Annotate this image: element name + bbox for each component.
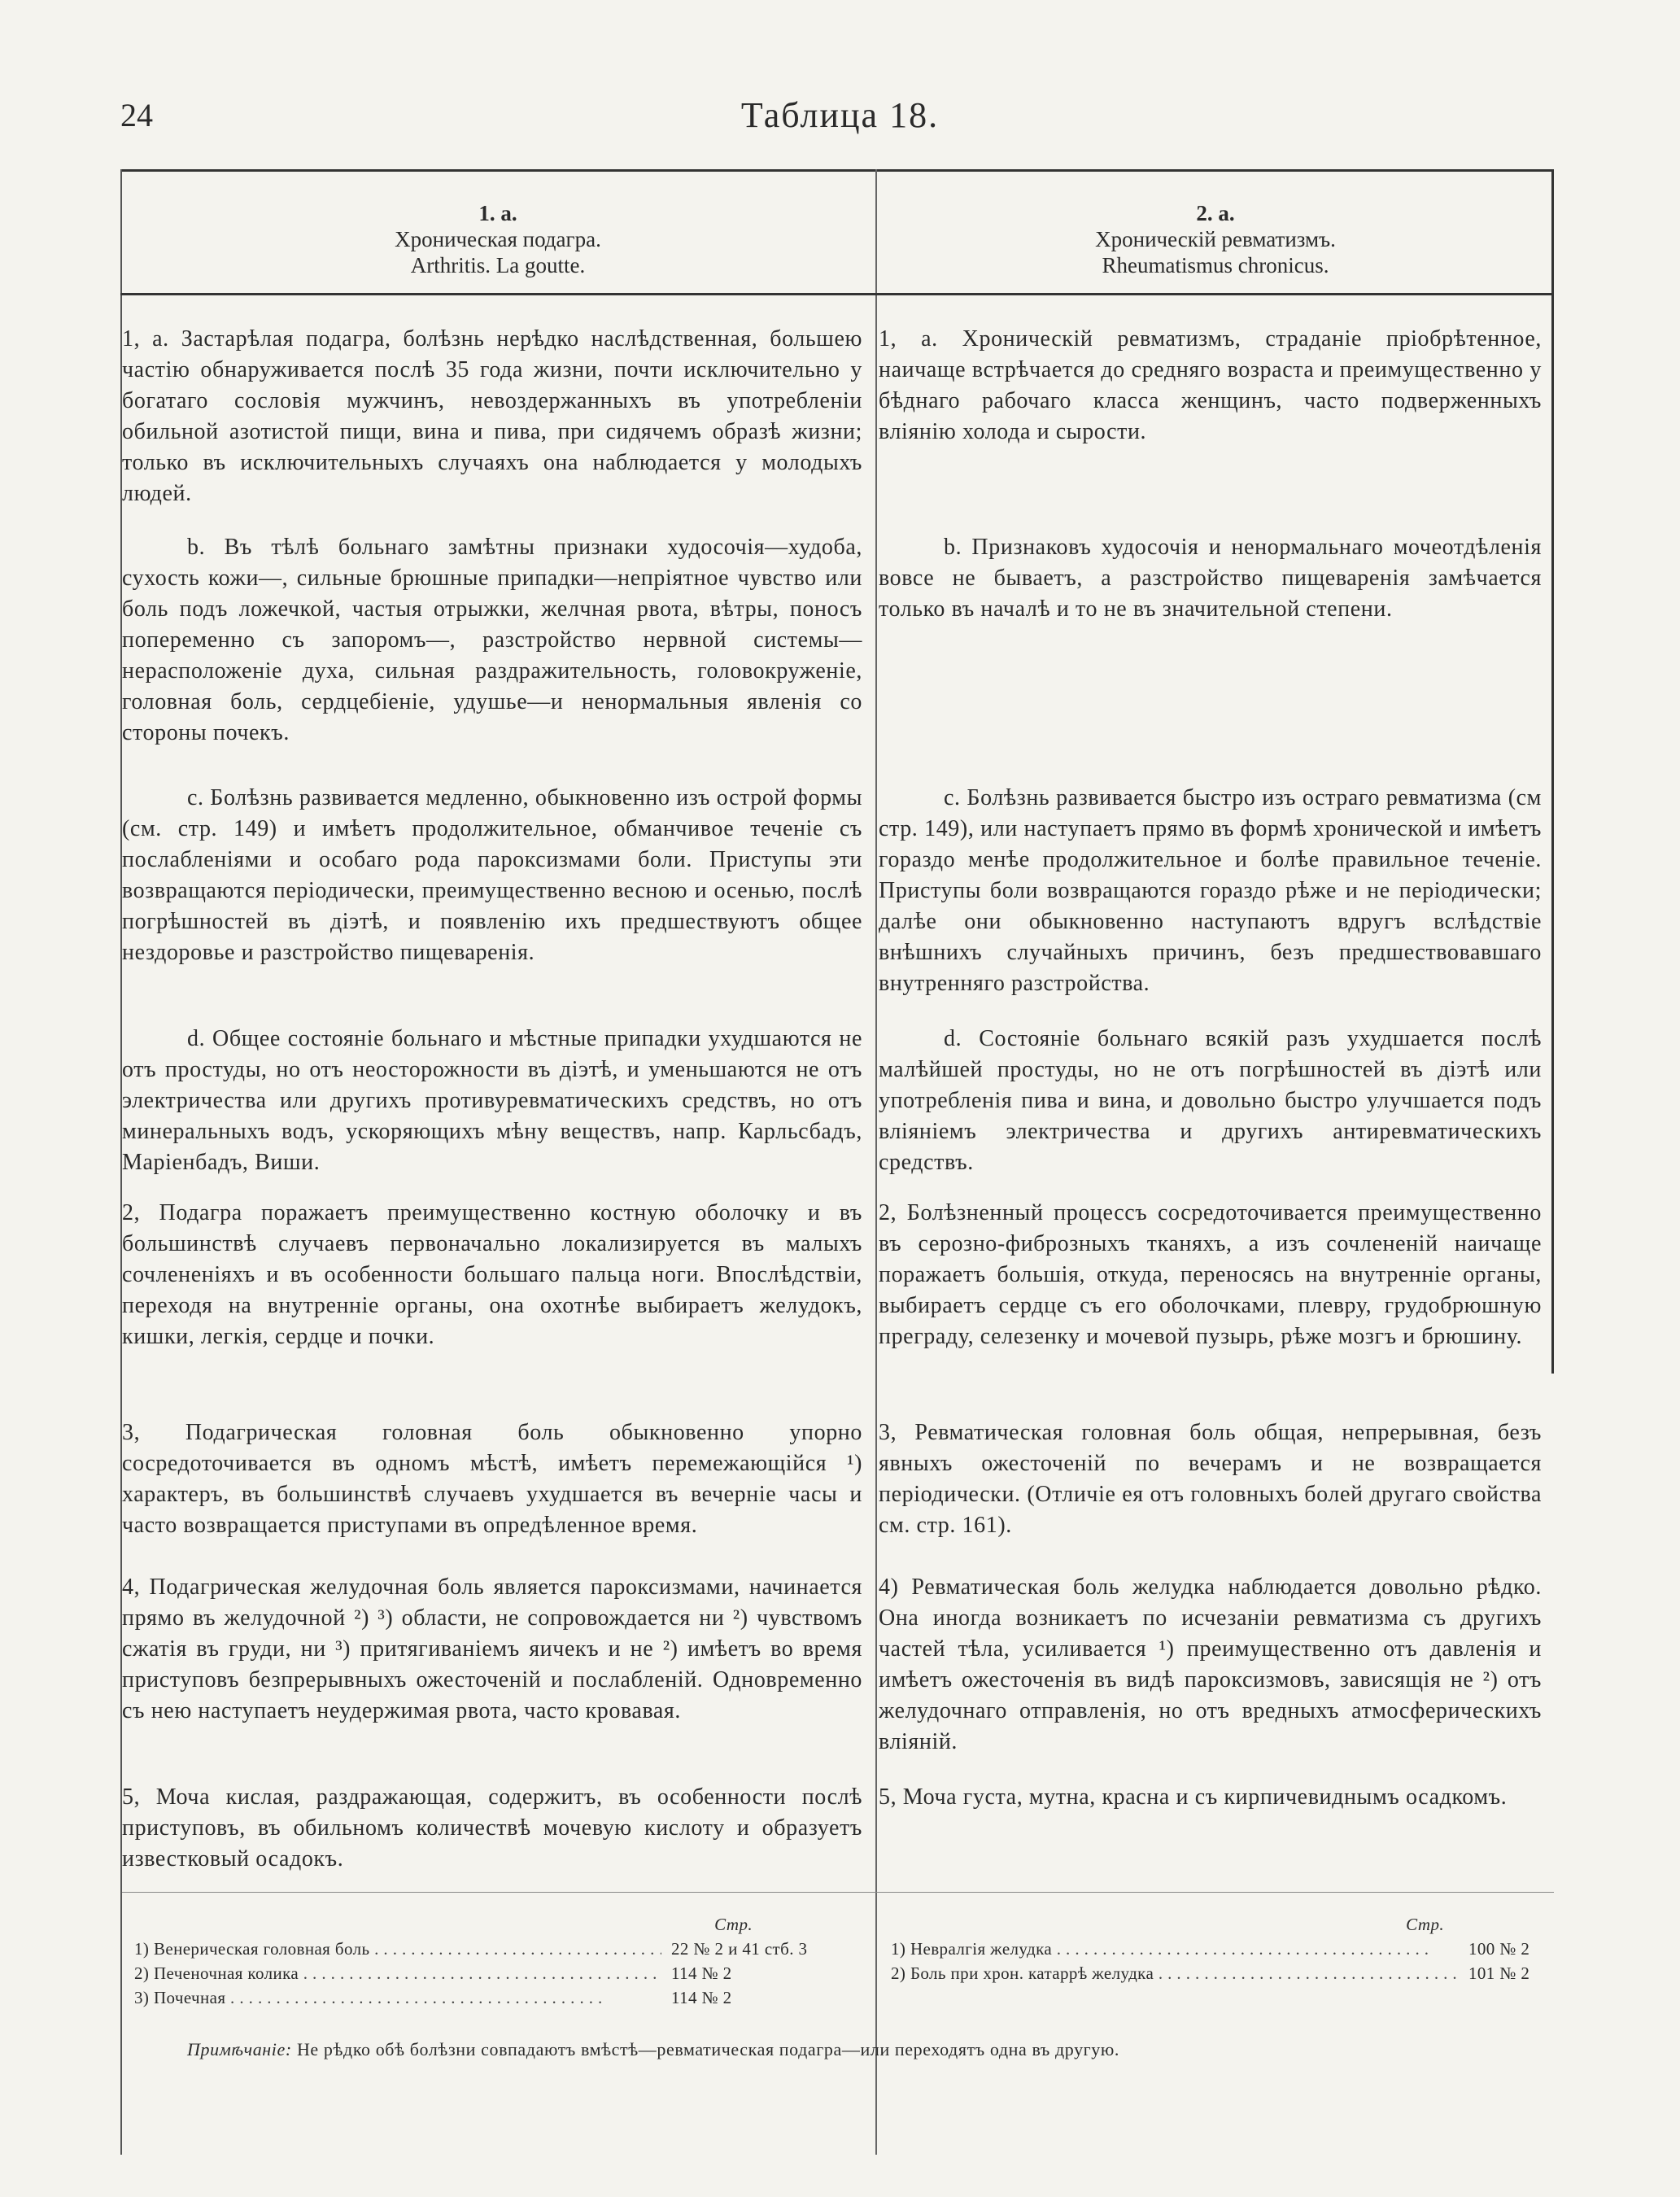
column-number: 2. a. bbox=[1196, 201, 1235, 225]
column-title: Хроническая подагра. bbox=[395, 227, 601, 251]
footnote-ref: 100 № 2 bbox=[1468, 1939, 1530, 1959]
column-title: Хроническій ревматизмъ. bbox=[1095, 227, 1336, 251]
footnotes-page-header: Стр. bbox=[1406, 1915, 1444, 1934]
paragraph-right-1c: c. Болѣзнь развивается быстро изъ остраго ревматизма (см стр. 149), или наступаетъ прямо въ формѣ хронической и имѣетъ гораздо менѣе продолжительное и болѣе правильное теченіе. Приступы боли возвращаются гораздо рѣже и не періодически; далѣе они обыкновенно наступаютъ вдругъ вслѣдствіе внѣшнихъ случайныхъ причинъ, безъ предшествовавшаго внутренняго разстройства. bbox=[879, 785, 1542, 996]
paragraph-right-3: 3, Ревматическая головная боль общая, непрерывная, безъ явныхъ ожесточеній по вечерамъ и не возвращается періодически. (Отличіе ея отъ головныхъ болей другаго свойства см. стр. 161). bbox=[879, 1420, 1542, 1538]
paragraph-left-1a: 1, а. Застарѣлая подагра, болѣзнь нерѣдко наслѣдственная, большею частію обнаруживается послѣ 35 года жизни, почти исключительно у богатаго сословія мужчинъ, невоздержанныхъ въ употребленіи обильной азотистой пищи, вина и пива, при сидячемъ образѣ жизни; только въ исключительныхъ случаяхъ она наблюдается у молодыхъ людей. bbox=[122, 326, 862, 506]
footnote-text: 1) Невралгія желудка . . . bbox=[891, 1937, 1459, 1961]
page-title: Таблица 18. bbox=[740, 95, 940, 135]
paragraph-left-1c: c. Болѣзнь развивается медленно, обыкновенно изъ острой формы (см. стр. 149) и имѣетъ продолжительное, обманчивое теченіе съ послабленіями и особаго рода пароксизмами боли. Приступы эти возвращаются періодически, преимущественно весною и осенью, послѣ погрѣшностей въ діэтѣ, и появленію ихъ предшествуютъ общее нездоровье и разстройство пищеваренія. bbox=[122, 785, 862, 965]
column-latin-title: Rheumatismus chronicus. bbox=[1102, 253, 1329, 277]
remark-label: Примѣчаніе: bbox=[187, 2039, 292, 2059]
footnote-ref: 114 № 2 bbox=[671, 1963, 732, 1983]
column-header-right bbox=[877, 200, 1554, 278]
paragraph-right-2: 2, Болѣзненный процессъ сосредоточивается преимущественно въ серозно-фиброзныхъ тканяхъ, а изъ сочлененій наичаще поражаетъ большія, откуда, переносясь на внутренніе органы, выбираетъ сердце съ его оболочками, плевру, грудобрюшную преграду, селезенку и мочевой пузырь, рѣже мозгъ и брюшину. bbox=[879, 1200, 1542, 1349]
paragraph-left-2: 2, Подагра поражаетъ преимущественно костную оболочку и въ большинствѣ случаевъ первоначально локализируется въ малыхъ сочлененіяхъ и въ особенности большаго пальца ноги. Впослѣдствіи, переходя на внутренніе органы, она охотнѣе выбираетъ желудокъ, кишки, легкія, сердце и почки. bbox=[122, 1200, 862, 1349]
footnotes-divider bbox=[122, 1892, 1554, 1893]
table-right-border bbox=[1551, 169, 1554, 1374]
paragraph-left-1b: b. Въ тѣлѣ больнаго замѣтны признаки худосочія—худоба, сухость кожи—, сильные брюшные припадки—непріятное чувство или боль подъ ложечкой, частыя отрыжки, желчная рвота, вѣтры, поносъ попеременно съ запоромъ—, разстройство нервной системы—нерасположеніе духа, сильная раздражительность, головокруженіе, головная боль, сердцебіеніе, удушье—и ненормальныя явленія со стороны почекъ. bbox=[122, 535, 862, 745]
paragraph-right-4: 4) Ревматическая боль желудка наблюдается довольно рѣдко. Она иногда возникаетъ по исчезаніи ревматизма съ другихъ частей тѣла, усиливается ¹) преимущественно отъ давленія и имѣетъ ожесточенія въ видѣ пароксизмовъ, зависящія не ²) отъ желудочнаго отправленія, но отъ вредныхъ атмосферическихъ вліяній. bbox=[879, 1575, 1542, 1754]
paragraph-right-1b: b. Признаковъ худосочія и ненормальнаго мочеотдѣленія вовсе не бываетъ, а разстройство пищеваренія замѣчается только въ началѣ и то не въ значительной степени. bbox=[879, 535, 1542, 622]
footnote-text: 3) Почечная . . . bbox=[134, 1985, 661, 2010]
remark bbox=[187, 2039, 1119, 2060]
paragraph-left-3: 3, Подагрическая головная боль обыкновенно упорно сосредоточивается въ одномъ мѣстѣ, имѣетъ перемежающійся ¹) характеръ, въ большинствѣ случаевъ ухудшается въ вечерніе часы и часто возвращается приступами въ опредѣленное время. bbox=[122, 1420, 862, 1538]
paragraph-left-4: 4, Подагрическая желудочная боль является пароксизмами, начинается прямо въ желудочной ²) ³) области, не сопровождается ни ²) чувствомъ сжатія въ груди, ни ³) притягиваніемъ яичекъ и не ²) имѣетъ во время приступовъ безпрерывныхъ ожесточеній и послабленій. Одновременно съ нею наступаетъ неудержимая рвота, часто кровавая. bbox=[122, 1575, 862, 1723]
remark-text: Не рѣдко обѣ болѣзни совпадаютъ вмѣстѣ—ревматическая подагра—или переходятъ одна въ другую. bbox=[296, 2039, 1120, 2059]
footnote-row bbox=[134, 1961, 850, 1985]
paragraph-right-1a: 1, а. Хроническій ревматизмъ, страданіе пріобрѣтенное, наичаще встрѣчается до средняго возраста и преимущественно у бѣднаго рабочаго класса женщинъ, часто подверженныхъ вліянію холода и сырости. bbox=[879, 326, 1542, 444]
footnote-text: 1) Венерическая головная боль . . . bbox=[134, 1937, 661, 1961]
column-divider bbox=[875, 169, 877, 2155]
footnote-row bbox=[134, 1937, 850, 1961]
paragraph-left-5: 5, Моча кислая, раздражающая, содержитъ, въ особенности послѣ приступовъ, въ обильномъ количествѣ мочевую кислоту и образуетъ известковый осадокъ. bbox=[122, 1784, 862, 1872]
paragraph-left-1d: d. Общее состояніе больнаго и мѣстные припадки ухудшаются не отъ простуды, но отъ неосторожности въ діэтѣ, и уменьшаются не отъ электричества или другихъ противуревматическихъ средствъ, но отъ минеральныхъ водъ, ускоряющихъ мѣну веществъ, напр. Карльсбадъ, Маріенбадъ, Виши. bbox=[122, 1026, 862, 1175]
footnote-ref: 114 № 2 bbox=[671, 1988, 732, 2007]
footnote-ref: 101 № 2 bbox=[1468, 1963, 1530, 1983]
footnote-row bbox=[891, 1937, 1542, 1961]
footnotes-right bbox=[891, 1912, 1542, 1985]
table-top-border bbox=[120, 169, 1554, 172]
footnote-row bbox=[134, 1985, 850, 2010]
column-number: 1. a. bbox=[478, 201, 517, 225]
page-number: 24 bbox=[120, 97, 153, 133]
paragraph-right-1d: d. Состояніе больнаго всякій разъ ухудшается послѣ малѣйшей простуды, но не отъ погрѣшностей въ діэтѣ или употребленія пива и вина, и довольно быстро улучшается подъ вліяніемъ электричества и другихъ антиревматическихъ средствъ. bbox=[879, 1026, 1542, 1175]
footnotes-left bbox=[134, 1912, 850, 2010]
column-header-left bbox=[120, 200, 875, 278]
footnote-row bbox=[891, 1961, 1542, 1985]
footnote-ref: 22 № 2 и 41 стб. 3 bbox=[671, 1939, 808, 1959]
footnote-text: 2) Печеночная колика . . . bbox=[134, 1961, 661, 1985]
paragraph-right-5: 5, Моча густа, мутна, красна и съ кирпичевиднымъ осадкомъ. bbox=[879, 1784, 1508, 1810]
column-latin-title: Arthritis. La goutte. bbox=[410, 253, 586, 277]
header-rule bbox=[120, 293, 1554, 295]
footnote-text: 2) Боль при хрон. катаррѣ желудка . . . bbox=[891, 1961, 1459, 1985]
footnotes-page-header: Стр. bbox=[714, 1915, 753, 1934]
